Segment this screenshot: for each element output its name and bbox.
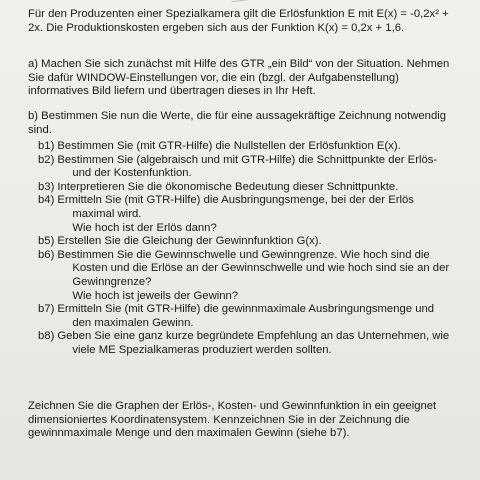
subtask-line: Kosten und die Erlöse an der Gewinnschwelle und wie hoch sind sie an der xyxy=(72,262,450,275)
closing-task xyxy=(28,400,468,441)
subtask-list xyxy=(38,140,468,358)
subtask-label: b3) xyxy=(38,180,55,193)
subtask-label: b6) xyxy=(38,248,55,261)
part-b-line-1: b) Bestimmen Sie nun die Werte, die für eine aussagekräftige Zeichnung notwendig xyxy=(28,110,447,122)
subtask-label: b8) xyxy=(38,330,55,343)
subtask-line: Gewinngrenze? xyxy=(72,275,152,288)
subtask-label: b1) xyxy=(38,140,55,152)
subtask-line: Bestimmen Sie (algebraisch und mit GTR-Hilfe) die Schnittpunkte der Erlös- xyxy=(57,153,438,166)
part-b xyxy=(28,110,468,137)
subtask-line: den maximalen Gewinn. xyxy=(72,316,194,329)
subtask-line: Wie hoch ist jeweils der Gewinn? xyxy=(72,289,239,302)
subtask-label: b2) xyxy=(38,153,55,166)
subtask-label: b4) xyxy=(38,194,55,207)
subtask-line: Wie hoch ist der Erlös dann? xyxy=(72,221,217,234)
part-a-line-1: a) Machen Sie sich zunächst mit Hilfe des GTR „ein Bild“ von der Situation. Nehmen xyxy=(28,58,450,70)
subtask-line: Bestimmen Sie (mit GTR-Hilfe) die Nullstellen der Erlösfunktion E(x). xyxy=(57,140,401,152)
subtask-b7 xyxy=(38,303,468,330)
subtask-b1 xyxy=(38,140,468,154)
part-a-line-2: Sie dafür WINDOW-Einstellungen vor, die ein (bzgl. der Aufgabenstellung) xyxy=(28,71,399,84)
intro-line-2: 2x. Die Produktionskosten ergeben sich aus der Funktion K(x) = 0,2x + 1,6. xyxy=(28,21,405,34)
intro-text xyxy=(28,8,468,35)
subtask-b3 xyxy=(38,181,468,195)
subtask-b4 xyxy=(38,194,468,235)
part-a xyxy=(28,58,468,99)
subtask-b5 xyxy=(38,235,468,249)
subtask-label: b5) xyxy=(38,235,55,248)
subtask-line: Erstellen Sie die Gleichung der Gewinnfunktion G(x). xyxy=(57,235,322,248)
subtask-b6 xyxy=(38,249,468,303)
subtask-b8 xyxy=(38,330,468,357)
subtask-line: Ermitteln Sie (mit GTR-Hilfe) die Ausbringungsmenge, bei der der Erlös xyxy=(57,194,414,207)
subtask-line: und der Kostenfunktion. xyxy=(72,167,192,180)
part-a-line-3: informatives Bild liefern und übertragen dieses in Ihr Heft. xyxy=(28,85,316,98)
closing-line-1: Zeichnen Sie die Graphen der Erlös-, Kosten- und Gewinnfunktion in ein geeignet xyxy=(28,400,437,412)
subtask-line: Interpretieren Sie die ökonomische Bedeutung dieser Schnittpunkte. xyxy=(57,180,399,193)
subtask-line: Bestimmen Sie die Gewinnschwelle und Gewinngrenze. Wie hoch sind die xyxy=(57,248,430,261)
subtask-b2 xyxy=(38,154,468,181)
subtask-line: Geben Sie eine ganz kurze begründete Empfehlung an das Unternehmen, wie xyxy=(57,330,450,343)
closing-line-3: gewinnmaximale Menge und den maximalen Gewinn (siehe b7). xyxy=(28,427,350,440)
closing-line-2: dimensioniertes Koordinatensystem. Kennzeichnen Sie in der Zeichnung die xyxy=(28,413,410,426)
subtask-line: Ermitteln Sie (mit GTR-Hilfe) die gewinnmaximale Ausbringungsmenge und xyxy=(57,303,435,316)
subtask-line: viele ME Spezialkameras produziert werden sollten. xyxy=(72,343,332,356)
subtask-label: b7) xyxy=(38,303,55,316)
part-b-line-2: sind. xyxy=(28,123,52,136)
subtask-line: maximal wird. xyxy=(72,207,142,220)
intro-line-1: Für den Produzenten einer Spezialkamera gilt die Erlösfunktion E mit E(x) = -0,2x² + xyxy=(28,8,449,20)
